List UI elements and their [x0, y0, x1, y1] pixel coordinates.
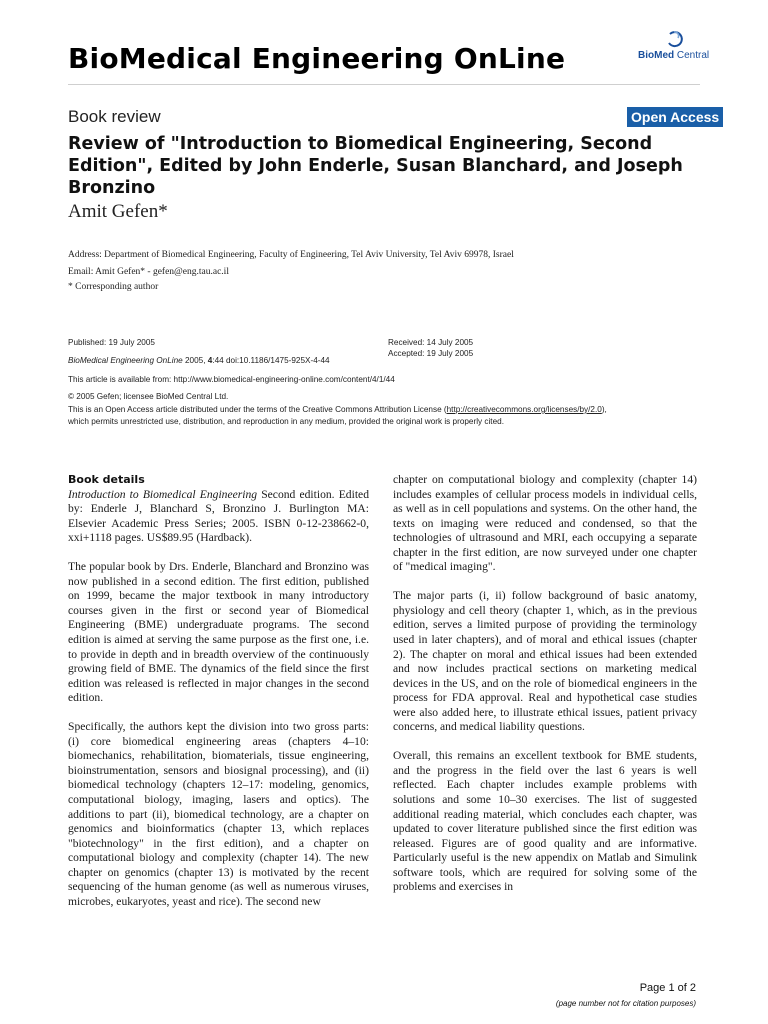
section-heading-book-details: Book details — [68, 473, 145, 486]
logo-swirl-icon — [666, 30, 684, 48]
paragraph: Overall, this remains an excellent textbook for BME students, and the progress in the field over the last 6 years is well reflected. Each chapter includes example problems with solutions and some 10–30 exercises. The list of suggested additional reading material, which concludes each chapter, was updated to cover literature published since the first edition was released. Figures are of good quality and are informative. Particularly useful is the new appendix on Matlab and Simulink software tools, which are required for solving some of the problems and exercises in — [393, 749, 697, 894]
citation-journal: BioMedical Engineering OnLine — [68, 356, 183, 365]
license-close: ), — [601, 405, 607, 414]
page-note: (page number not for citation purposes) — [555, 999, 696, 1008]
right-column — [393, 473, 697, 895]
license-link[interactable]: http://creativecommons.org/licenses/by/2.0 — [446, 405, 602, 414]
logo-text — [638, 50, 709, 61]
received-date: Received: 14 July 2005 — [388, 338, 474, 347]
citation-year: 2005, — [182, 356, 208, 365]
article-type: Book review — [68, 107, 161, 126]
license-line-2: which permits unrestricted use, distribution, and reproduction in any medium, provided the original work is properly cited. — [68, 417, 504, 426]
paragraph: The major parts (i, ii) follow background of basic anatomy, physiology and cell theory (chapter 1, which, as in the previous edition, serves a limited purpose of providing the terminology used in later chapters), and of moral and ethical issues (chapter 2). The chapter on moral and ethical issues had been extended and now includes practical sections on marketing medical devices in the US, and on the role of biomedical engineers in the process for FDA approval. Real and hypothetical case studies were also added here, to illustrate ethical issues, patient privacy concerns, and medical liability questions. — [393, 589, 697, 734]
book-title: Introduction to Biomedical Engineering — [68, 487, 258, 501]
page-number: Page 1 of 2 — [639, 982, 696, 994]
published-date: Published: 19 July 2005 — [68, 338, 155, 347]
logo-bold: BioMed — [638, 50, 675, 61]
book-details-text: Second edition. Edited by: Enderle J, Blanchard S, Bronzino J. Burlington MA: Elsevier Academic Press Series; 2005. ISBN 0-12-238662-0, xxi+1118 pages. US$89.95 (Hardback). — [68, 487, 369, 545]
license-text: This is an Open Access article distributed under the terms of the Creative Commons Attribution License ( — [68, 405, 447, 414]
license-line — [68, 405, 607, 414]
journal-title: BioMedical Engineering OnLine — [68, 42, 566, 75]
citation-line — [68, 356, 330, 365]
author-address: Address: Department of Biomedical Engineering, Faculty of Engineering, Tel Aviv University, Tel Aviv 69978, Israel — [68, 250, 514, 260]
author-name: Amit Gefen* — [68, 201, 168, 222]
copyright-line: © 2005 Gefen; licensee BioMed Central Ltd. — [68, 392, 229, 401]
logo-rest: Central — [674, 50, 710, 61]
accepted-date: Accepted: 19 July 2005 — [388, 349, 474, 358]
biomed-central-logo — [638, 30, 716, 70]
article-title: Review of "Introduction to Biomedical Engineering, Second Edition", Edited by John Enderle, Susan Blanchard, and Joseph Bronzino — [68, 134, 683, 198]
paragraph: The popular book by Drs. Enderle, Blanchard and Bronzino was now published in a second edition. The first edition, published on 1999, became the major textbook in many introductory courses given in the first or second year of Biomedical Engineering (BME) undergraduate programs. The second edition is aimed at serving the same purpose as the first one, i.e. to provide in depth and in breadth overview of the continuously growing field of BME. The dynamics of the field since the first edition was released is reflected in major changes in the second edition. — [68, 560, 369, 705]
left-column — [68, 473, 369, 909]
citation-volume: 4 — [207, 356, 213, 365]
author-email[interactable]: Email: Amit Gefen* - gefen@eng.tau.ac.il — [68, 267, 229, 277]
paragraph: Specifically, the authors kept the division into two gross parts: (i) core biomedical engineering areas (chapters 4–10: biomechanics, rehabilitation, biomaterials, tissue engineering, bioinstrumentation, sensors and biosignal processing), and (ii) biomedical technology (chapters 12–17: modeling, genomics, computational biology, imaging, lasers and optics). The additions to part (ii), biomedical technology, are a chapter on genomics and bioinformatics (chapter 13, which replaces "biotechnology" in the first edition), and a chapter on computational biology and complexity (chapter 14). The new chapter on genomics (chapter 13) is motivated by the recent sequencing of the human genome (as well as numerous viruses, microbes, eukaryotes, yeast and rice). The second new — [68, 720, 369, 908]
header-rule — [68, 84, 700, 85]
book-details — [68, 488, 369, 546]
available-url[interactable]: This article is available from: http://www.biomedical-engineering-online.com/content/4/1/44 — [68, 375, 395, 384]
paragraph: chapter on computational biology and complexity (chapter 14) includes examples of cellular process models in individual cells, as well as in cell populations and systems. On the other hand, the texts on imaging were reduced and condensed, so that the technologies of ultrasound and MRI, each occupying a separate chapter in the first edition, are now surveyed under one chapter of "medical imaging". — [393, 473, 697, 574]
citation-doi: :44 doi:10.1186/1475-925X-4-44 — [212, 356, 330, 365]
open-access-badge: Open Access — [627, 107, 723, 127]
corresponding-note: * Corresponding author — [68, 282, 159, 292]
